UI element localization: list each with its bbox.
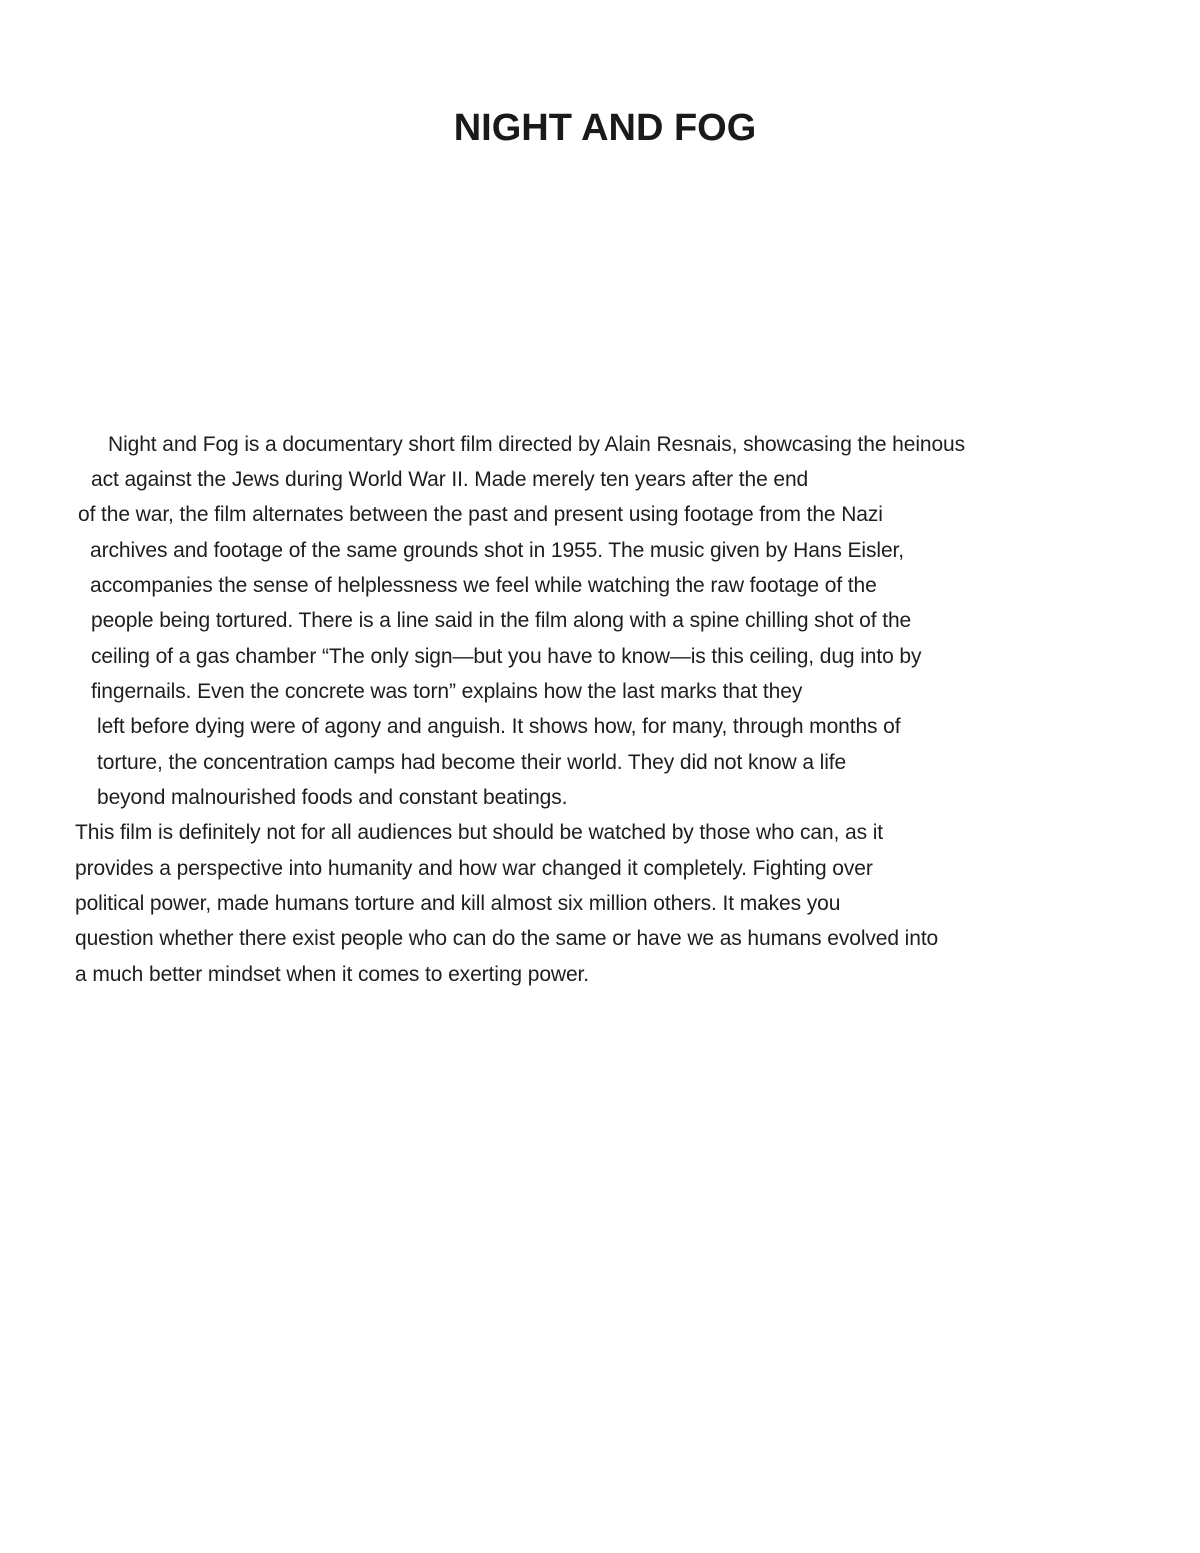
document-title: NIGHT AND FOG <box>453 107 757 149</box>
body-line: torture, the concentration camps had become their world. They did not know a life <box>97 751 847 774</box>
body-line: fingernails. Even the concrete was torn” explains how the last marks that they <box>91 680 803 703</box>
body-line: question whether there exist people who can do the same or have we as humans evolved into <box>75 927 939 950</box>
body-line: of the war, the film alternates between the past and present using footage from the Nazi <box>78 503 883 526</box>
body-line: act against the Jews during World War II. Made merely ten years after the end <box>91 468 809 491</box>
body-line: left before dying were of agony and anguish. It shows how, for many, through months of <box>97 715 901 738</box>
body-line: Night and Fog is a documentary short film directed by Alain Resnais, showcasing the heinous <box>108 433 966 456</box>
body-line: people being tortured. There is a line said in the film along with a spine chilling shot of the <box>91 609 912 632</box>
body-line: accompanies the sense of helplessness we feel while watching the raw footage of the <box>90 574 877 597</box>
body-line: ceiling of a gas chamber “The only sign—but you have to know—is this ceiling, dug into by <box>91 645 922 668</box>
body-line: provides a perspective into humanity and how war changed it completely. Fighting over <box>75 857 873 880</box>
body-line: This film is definitely not for all audiences but should be watched by those who can, as it <box>75 821 884 844</box>
body-line: archives and footage of the same grounds shot in 1955. The music given by Hans Eisler, <box>90 539 904 562</box>
body-line: political power, made humans torture and kill almost six million others. It makes you <box>75 892 841 915</box>
body-line: beyond malnourished foods and constant beatings. <box>97 786 568 809</box>
body-line: a much better mindset when it comes to exerting power. <box>75 963 590 986</box>
